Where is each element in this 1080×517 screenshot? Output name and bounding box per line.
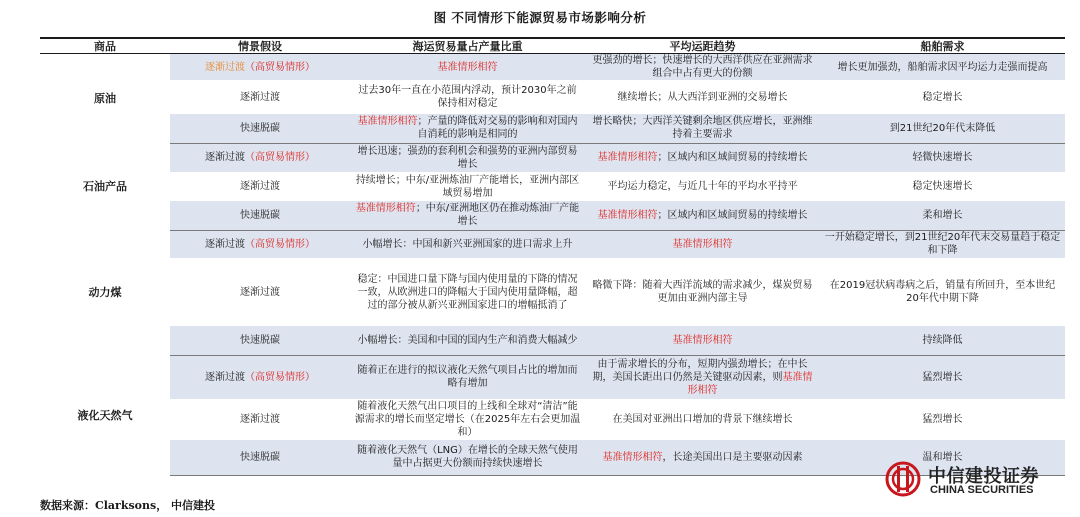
cell-text: 一开始稳定增长，到21世纪20年代末交易量趋于稳定和下降 — [824, 232, 1061, 257]
share-cell — [350, 114, 585, 143]
scenario-cell — [170, 326, 350, 355]
share-cell — [350, 80, 585, 114]
cell-text: 过去30年一直在小范围内浮动，预计2030年之前保持相对稳定 — [358, 85, 577, 109]
cell-text: 继续增长；从大西洋到亚洲的交易增长 — [617, 91, 788, 103]
table-body — [40, 54, 1065, 476]
table-row — [40, 54, 1065, 81]
cell-text: （高贸易情形） — [245, 61, 315, 73]
cell-text: 持续降低 — [922, 334, 963, 346]
table-row — [40, 201, 1065, 230]
distance-cell — [585, 355, 820, 399]
commodity-cell: 石油产品 — [40, 143, 170, 230]
cell-text: （高贸易情形） — [245, 238, 315, 250]
cell-text: 轻微快速增长 — [912, 152, 973, 164]
cell-text: 更强劲的增长；快速增长的大西洋供应在亚洲需求组合中占有更大的份额 — [592, 55, 813, 79]
cell-text: 基准情形相符 — [597, 152, 658, 164]
header-row — [40, 38, 1065, 54]
figure-title: 图 不同情形下能源贸易市场影响分析 — [433, 10, 647, 25]
cell-text: 快速脱碳 — [240, 334, 280, 346]
scenario-cell — [170, 172, 350, 201]
distance-cell — [585, 399, 820, 440]
cell-text: 快速脱碳 — [240, 122, 280, 134]
cell-text: 基准情形相符 — [602, 451, 663, 463]
commodity-cell: 动力煤 — [40, 230, 170, 355]
cell-text: 持续增长；中东/亚洲炼油厂产能增长，亚洲内部区域贸易增加 — [355, 174, 580, 199]
cell-text: 在2019冠状病毒病之后，销量有所回升，至本世纪20年代中期下降 — [829, 280, 1056, 304]
cell-text: 基准情形相符 — [672, 334, 733, 346]
ships-cell — [820, 54, 1065, 81]
cell-text: 到21世纪20年代末降低 — [889, 122, 996, 134]
cell-text: 逐渐过渡 — [240, 91, 280, 103]
cell-text: 小幅增长：美国和中国的国内生产和消费大幅减少 — [357, 334, 578, 346]
distance-cell — [585, 230, 820, 258]
scenario-cell — [170, 201, 350, 230]
header-scenario: 情景假设 — [170, 38, 350, 54]
cell-text: 快速脱碳 — [240, 451, 280, 463]
cell-text: 由于需求增长的分布，短期内强劲增长；在中长期，美国长距出口仍然是关键驱动因素，则 — [592, 358, 808, 383]
scenario-cell — [170, 54, 350, 81]
ships-cell — [820, 355, 1065, 399]
ships-cell — [820, 258, 1065, 326]
cell-text: 小幅增长：中国和新兴亚洲国家的进口需求上升 — [362, 238, 573, 250]
cell-text: 猛烈增长 — [922, 371, 963, 383]
ships-cell — [820, 201, 1065, 230]
share-cell — [350, 399, 585, 440]
cell-text: 随着正在进行的拟议液化天然气项目占比的增加而略有增加 — [357, 365, 578, 390]
cell-text: 在美国对亚洲出口增加的背景下继续增长 — [612, 414, 793, 425]
cell-text: 温和增长 — [922, 451, 963, 463]
ships-cell — [820, 326, 1065, 355]
scenario-cell — [170, 440, 350, 475]
cell-text: ；区域内和区域间贸易的持续增长 — [657, 209, 808, 221]
share-cell — [350, 258, 585, 326]
header-share: 海运贸易量占产量比重 — [350, 38, 585, 54]
cell-text: 平均运力稳定，与近几十年的平均水平持平 — [607, 181, 798, 192]
china-securities-logo — [884, 460, 1064, 500]
table-row — [40, 355, 1065, 399]
cell-text: （高贸易情形） — [245, 371, 315, 383]
cell-text: 猛烈增长 — [922, 414, 963, 425]
table-row — [40, 172, 1065, 201]
ships-cell — [820, 172, 1065, 201]
table-row — [40, 143, 1065, 172]
header-distance: 平均运距趋势 — [585, 38, 820, 54]
cell-text: ，长途美国出口是主要驱动因素 — [662, 451, 803, 463]
cell-text: 稳定增长 — [922, 91, 963, 103]
cell-text: ；区域内和区域间贸易的持续增长 — [657, 152, 808, 164]
ships-cell — [820, 399, 1065, 440]
header-commodity: 商品 — [40, 38, 170, 54]
cell-text: 柔和增长 — [922, 209, 963, 221]
logo-chinese-text: 中信建投证券 — [928, 466, 1039, 487]
cell-text: 基准情形相符 — [672, 238, 733, 250]
cell-text: 快速脱碳 — [240, 209, 280, 221]
cell-text: （高贸易情形） — [245, 152, 315, 164]
share-cell — [350, 230, 585, 258]
cell-text: 略微下降：随着大西洋流域的需求减少，煤炭贸易更加由亚洲内部主导 — [592, 280, 813, 304]
cell-text: 随着液化天然气（LNG）在增长的全球天然气使用量中占据更大份额而持续快速增长 — [357, 445, 578, 470]
ships-cell — [820, 143, 1065, 172]
table-row — [40, 114, 1065, 143]
distance-cell — [585, 114, 820, 143]
cell-text: 逐渐过渡 — [205, 152, 245, 164]
cell-text: 增长略快；大西洋关键剩余地区供应增长，亚洲维持着主要需求 — [592, 116, 813, 141]
cell-text: 逐渐过渡 — [205, 371, 245, 383]
ships-cell — [820, 230, 1065, 258]
cell-text: 基准情形相符 — [437, 61, 498, 73]
cell-text: ；产量的降低对交易的影响和对国内自消耗的影响是相同的 — [417, 116, 578, 141]
cell-text: 增长更加强劲，船舶需求因平均运力走强而提高 — [837, 61, 1048, 73]
distance-cell — [585, 326, 820, 355]
distance-cell — [585, 201, 820, 230]
share-cell — [350, 172, 585, 201]
distance-cell — [585, 54, 820, 81]
cell-text: 逐渐过渡 — [205, 238, 245, 250]
table-row — [40, 326, 1065, 355]
energy-trade-table — [40, 37, 1065, 476]
cell-text: 逐渐过渡 — [205, 61, 245, 73]
cell-text: 随着液化天然气出口项目的上线和全球对“清洁”能源需求的增长而坚定增长（在2025年左右会更加温和） — [354, 401, 581, 438]
logo-english-text: CHINA SECURITIES — [930, 484, 1034, 496]
distance-cell — [585, 258, 820, 326]
cell-text: 基准情形相符 — [355, 203, 416, 215]
cell-text: ；中东/亚洲地区仍在推动炼油厂产能增长 — [415, 203, 580, 228]
commodity-cell: 原油 — [40, 54, 170, 144]
data-source-note: 数据来源：Clarksons， 中信建投 — [40, 499, 216, 512]
scenario-cell — [170, 114, 350, 143]
header-ships: 船舶需求 — [820, 38, 1065, 54]
share-cell — [350, 201, 585, 230]
cell-text: 稳定快速增长 — [912, 181, 973, 192]
table-row — [40, 399, 1065, 440]
ships-cell — [820, 114, 1065, 143]
cell-text: 基准情形相符 — [687, 371, 813, 396]
share-cell — [350, 440, 585, 475]
table-row — [40, 80, 1065, 114]
distance-cell — [585, 440, 820, 475]
commodity-cell: 液化天然气 — [40, 355, 170, 475]
cell-text: 基准情形相符 — [357, 116, 418, 128]
logo-mark-icon — [884, 460, 922, 498]
cell-text: 稳定：中国进口量下降与国内使用量的下降的情况一致，从欧洲进口的降幅大于国内使用量降幅，超过的部分被从新兴亚洲国家进口的增幅抵消了 — [357, 273, 578, 311]
share-cell — [350, 355, 585, 399]
share-cell — [350, 326, 585, 355]
share-cell — [350, 143, 585, 172]
cell-text: 基准情形相符 — [597, 209, 658, 221]
cell-text: 逐渐过渡 — [240, 286, 280, 298]
cell-text: 逐渐过渡 — [240, 414, 280, 425]
table-row — [40, 230, 1065, 258]
scenario-cell — [170, 80, 350, 114]
distance-cell — [585, 172, 820, 201]
table-row — [40, 258, 1065, 326]
cell-text: 增长迅速；强劲的套利机会和强势的亚洲内部贸易增长 — [357, 145, 578, 170]
ships-cell — [820, 80, 1065, 114]
share-cell — [350, 54, 585, 81]
distance-cell — [585, 143, 820, 172]
scenario-cell — [170, 258, 350, 326]
scenario-cell — [170, 143, 350, 172]
distance-cell — [585, 80, 820, 114]
scenario-cell — [170, 355, 350, 399]
scenario-cell — [170, 230, 350, 258]
scenario-cell — [170, 399, 350, 440]
cell-text: 逐渐过渡 — [240, 181, 280, 192]
